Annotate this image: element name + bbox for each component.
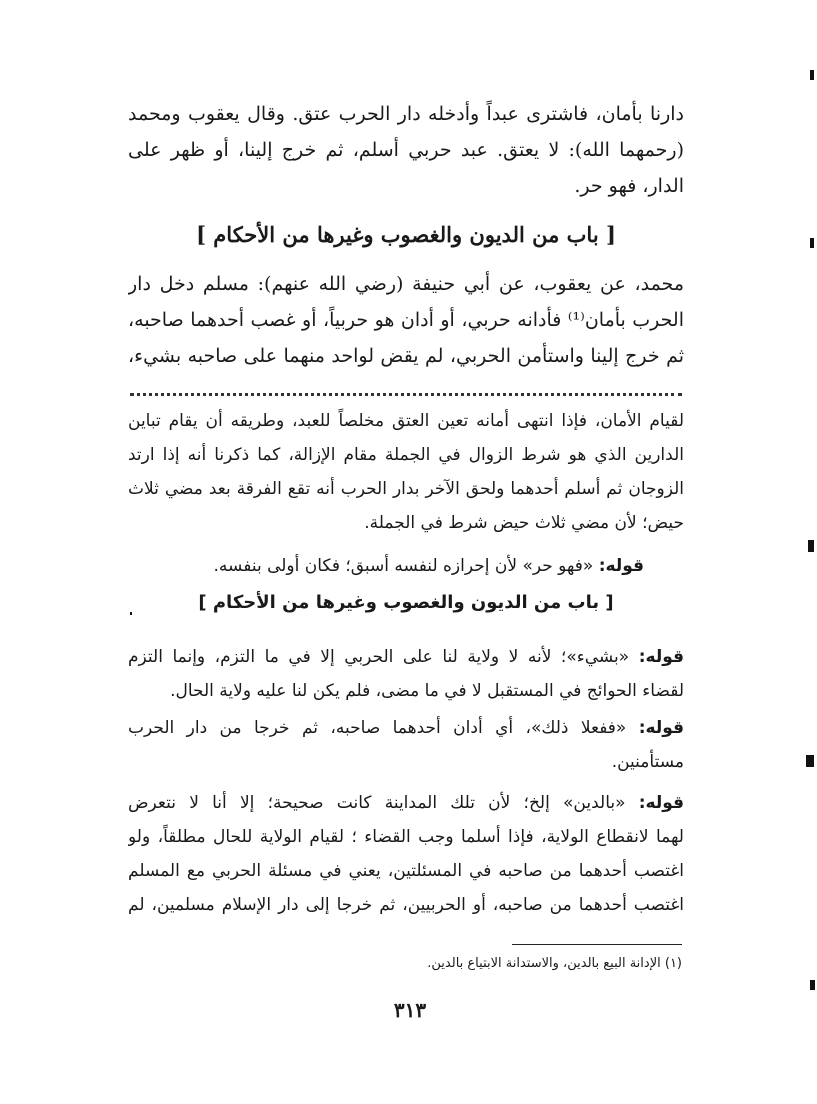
main-text-intro bbox=[128, 96, 684, 204]
text-line: محمد، عن يعقوب، عن أبي حنيفة (رضي الله عنهم): مسلم دخل دار bbox=[128, 273, 684, 295]
commentary-paragraph-4 bbox=[128, 711, 684, 779]
text-line: حيض؛ لأن مضي ثلاث حيض شرط في الجملة. bbox=[364, 513, 684, 533]
scan-mark bbox=[810, 238, 814, 248]
lead-word: قوله: bbox=[598, 556, 644, 576]
scan-mark bbox=[806, 755, 814, 767]
main-text-section bbox=[128, 266, 684, 374]
commentary-paragraph-3 bbox=[128, 640, 684, 708]
commentary-paragraph-1 bbox=[128, 404, 684, 540]
text-line: دارنا بأمان، فاشترى عبداً وأدخله دار الحرب عتق. وقال يعقوب ومحمد bbox=[128, 103, 684, 125]
text-line: الدارين الذي هو شرط الزوال في الجملة مقام الإزالة، كما ذكرنا أنه إذا ارتد bbox=[128, 445, 684, 465]
commentary-paragraph-5 bbox=[128, 786, 684, 922]
text-line: اغتصب أحدهما من صاحبه، أو الحربيين، ثم خرجا إلى دار الإسلام مسلمين، لم bbox=[128, 895, 684, 915]
dotted-separator bbox=[130, 393, 682, 402]
text-line: الزوجان ثم أسلم أحدهما ولحق الآخر بدار الحرب أنه تقع الفرقة بعد مضي ثلاث bbox=[128, 479, 684, 499]
page-number: ٣١٣ bbox=[393, 998, 427, 1022]
text-line: لقضاء الحوائج في المستقبل لا في ما مضى، فلم يكن لنا عليه ولاية الحال. bbox=[170, 681, 684, 701]
text-span: «ففعلا ذلك»، أي أدان أحدهما صاحبه، ثم خرجا من دار الحرب bbox=[128, 718, 639, 738]
text-line: لهما لانقطاع الولاية، فإذا أسلما وجب القضاء ؛ لقيام الولاية للحال مطلقاً، ولو bbox=[128, 827, 684, 847]
scan-mark bbox=[810, 980, 815, 990]
lead-word: قوله: bbox=[638, 793, 684, 813]
chapter-heading: [ باب من الديون والغصوب وغيرها من الأحكام ] bbox=[196, 222, 616, 247]
scan-mark bbox=[810, 70, 814, 80]
text-span: «بشيء»؛ لأنه لا ولاية لنا على الحربي إلا في ما التزم، وإنما التزم bbox=[128, 647, 639, 667]
scan-mark bbox=[808, 540, 814, 552]
text-line: اغتصب أحدهما من صاحبه في المسئلتين، يعني في مسئلة الحربي مع المسلم bbox=[128, 861, 684, 881]
text-line bbox=[128, 640, 684, 674]
text-line bbox=[128, 711, 684, 745]
scan-mark bbox=[130, 612, 132, 615]
text-line: لقيام الأمان، فإذا انتهى أمانه تعين العتق مخلصاً للعبد، وطريقه أن يقام تباين bbox=[128, 411, 684, 431]
text-line bbox=[128, 549, 644, 583]
text-line: مستأمنين. bbox=[611, 752, 684, 772]
text-line bbox=[128, 786, 684, 820]
text-line: الحرب بأمان⁽¹⁾ فأدانه حربي، أو أدان هو حربياً، أو غصب أحدهما صاحبه، bbox=[128, 309, 684, 331]
footnote-rule bbox=[512, 944, 682, 945]
text-line: ثم خرج إلينا واستأمن الحربي، لم يقض لواحد منهما على صاحبه بشيء، bbox=[128, 345, 684, 367]
lead-word: قوله: bbox=[638, 647, 684, 667]
text-span: «بالدين» إلخ؛ لأن تلك المداينة كانت صحيحة؛ إلا أنا لا نتعرض bbox=[128, 793, 639, 813]
commentary-chapter-heading: [ باب من الديون والغصوب وغيرها من الأحكام ] bbox=[198, 592, 614, 613]
footnote: (١) الإدانة البيع بالدين، والاستدانة الابتياع بالدين. bbox=[427, 956, 682, 971]
commentary-paragraph-2 bbox=[128, 549, 644, 583]
text-line: (رحمهما الله): لا يعتق. عبد حربي أسلم، ثم خرج إلينا، أو ظهر على bbox=[128, 139, 684, 161]
text-line: الدار، فهو حر. bbox=[574, 175, 684, 197]
text-span: «فهو حر» لأن إحرازه لنفسه أسبق؛ فكان أولى بنفسه. bbox=[213, 556, 599, 576]
lead-word: قوله: bbox=[638, 718, 684, 738]
